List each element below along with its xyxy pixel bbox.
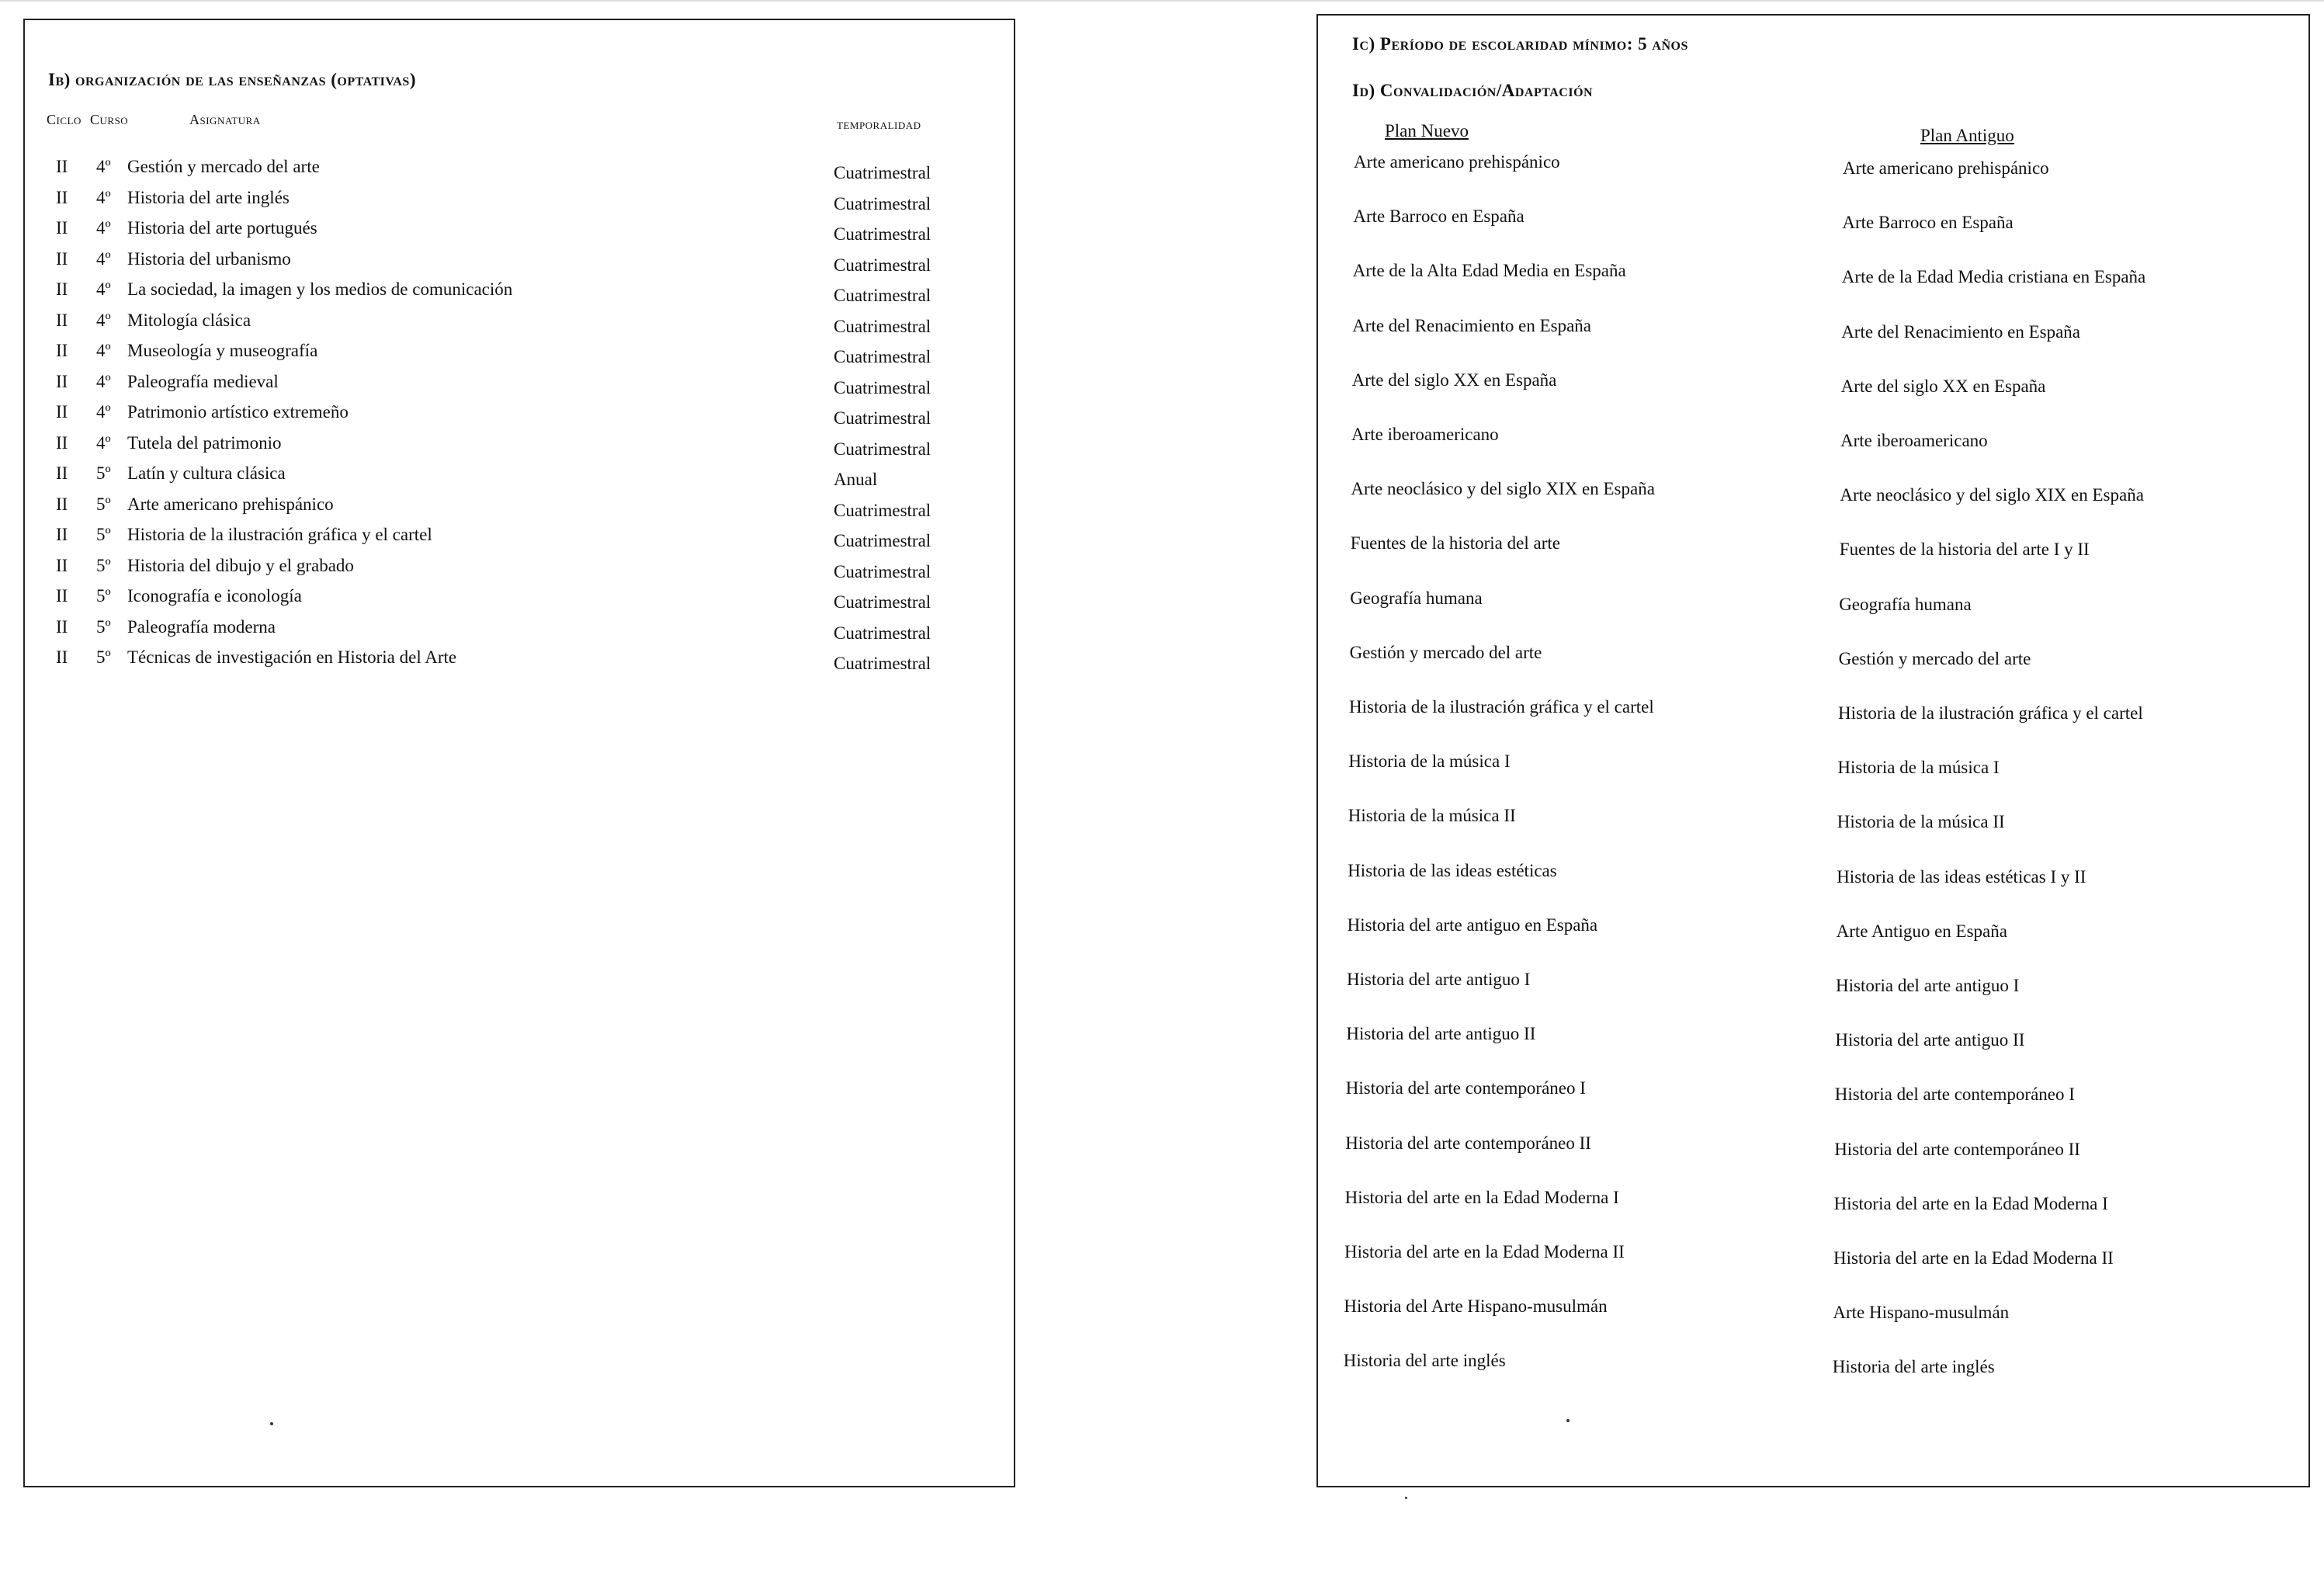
section-heading-ic: Ic) Período de escolaridad mínimo: 5 años	[1352, 34, 1688, 54]
list-item	[1318, 861, 2308, 908]
section-heading-id: Id) Convalidación/Adaptación	[1352, 81, 1594, 100]
table-row	[25, 647, 1014, 678]
list-item	[1318, 643, 2308, 689]
plan-antiguo-cell: Historia del arte antiguo II	[1835, 1030, 2025, 1050]
plan-nuevo-cell: Historia del Arte Hispano-musulmán	[1344, 1296, 1608, 1317]
plan-nuevo-cell: Arte americano prehispánico	[1354, 152, 1560, 172]
plan-antiguo-cell: Arte del Renacimiento en España	[1841, 321, 2081, 342]
cell-curso: 4º	[96, 157, 111, 176]
cell-ciclo: II	[56, 187, 68, 207]
cell-ciclo: II	[56, 279, 68, 299]
plan-nuevo-cell: Historia del arte antiguo en España	[1347, 914, 1598, 935]
cell-temporalidad: Cuatrimestral	[834, 224, 931, 244]
cell-curso: 5º	[96, 616, 111, 637]
plan-nuevo-cell: Historia de la música I	[1348, 751, 1511, 772]
table-row	[25, 218, 1014, 249]
plan-nuevo-cell: Historia de la ilustración gráfica y el cartel	[1349, 697, 1654, 717]
table-row	[25, 617, 1014, 648]
scan-top-edge	[0, 0, 2324, 2]
table-row	[25, 495, 1014, 526]
plan-antiguo-cell: Arte americano prehispánico	[1843, 158, 2049, 178]
table-row	[25, 249, 1014, 280]
table-row	[25, 586, 1014, 617]
cell-temporalidad: Cuatrimestral	[834, 531, 931, 550]
plan-antiguo-header: Plan Antiguo	[1920, 126, 2014, 145]
cell-ciclo: II	[56, 616, 68, 637]
list-item	[1318, 1188, 2308, 1234]
cell-temporalidad: Cuatrimestral	[834, 654, 931, 673]
cell-temporalidad: Anual	[834, 470, 878, 489]
cell-ciclo: II	[56, 463, 68, 483]
list-item	[1318, 1078, 2308, 1125]
list-item	[1318, 370, 2308, 417]
plan-antiguo-cell: Historia del arte en la Edad Moderna II	[1833, 1248, 2114, 1268]
cell-curso: 5º	[96, 555, 111, 575]
list-item	[1318, 915, 2308, 962]
plan-antiguo-cell: Historia del arte inglés	[1832, 1357, 1995, 1377]
cell-temporalidad: Cuatrimestral	[834, 561, 931, 581]
cell-ciclo: II	[56, 157, 68, 176]
plan-antiguo-cell: Arte Hispano-musulmán	[1833, 1303, 2010, 1323]
cell-temporalidad: Cuatrimestral	[834, 623, 931, 643]
cell-temporalidad: Cuatrimestral	[834, 316, 931, 336]
plan-nuevo-cell: Historia de la música II	[1348, 806, 1516, 826]
cell-curso: 4º	[96, 402, 111, 422]
cell-temporalidad: Cuatrimestral	[834, 377, 931, 397]
cell-asignatura: Museología y museografía	[127, 341, 318, 360]
list-item	[1318, 533, 2308, 580]
cell-temporalidad: Cuatrimestral	[834, 592, 931, 612]
cell-curso: 4º	[96, 432, 111, 453]
cell-curso: 5º	[96, 494, 111, 514]
plan-antiguo-cell: Geografía humana	[1839, 594, 1972, 614]
cell-asignatura: Historia del urbanismo	[127, 248, 291, 269]
plan-nuevo-cell: Historia del arte antiguo II	[1346, 1024, 1536, 1044]
col-header-asignatura: Asignatura	[189, 112, 261, 127]
table-row	[25, 311, 1014, 342]
cell-curso: 4º	[96, 248, 111, 269]
cell-ciclo: II	[56, 525, 68, 544]
plan-antiguo-cell: Fuentes de la historia del arte I y II	[1839, 540, 2090, 560]
cell-curso: 4º	[96, 279, 111, 299]
plan-antiguo-cell: Gestión y mercado del arte	[1838, 648, 2031, 668]
cell-temporalidad: Cuatrimestral	[834, 439, 931, 459]
cell-asignatura: Iconografía e iconología	[127, 586, 302, 606]
list-item	[1318, 1296, 2308, 1343]
cell-asignatura: Historia del dibujo y el grabado	[127, 555, 354, 575]
cell-asignatura: Paleografía moderna	[127, 616, 276, 637]
list-item	[1318, 316, 2308, 363]
table-row	[25, 556, 1014, 587]
cell-curso: 4º	[96, 187, 111, 207]
optativas-page	[23, 19, 1015, 1487]
plan-nuevo-cell: Arte neoclásico y del siglo XIX en España	[1351, 479, 1655, 499]
plan-nuevo-cell: Fuentes de la historia del arte	[1350, 533, 1560, 554]
plan-nuevo-cell: Historia del arte contemporáneo II	[1345, 1133, 1591, 1153]
plan-nuevo-cell: Historia de las ideas estéticas	[1348, 860, 1557, 880]
cell-asignatura: Historia de la ilustración gráfica y el cartel	[127, 525, 432, 544]
cell-ciclo: II	[56, 432, 68, 453]
col-header-curso: Curso	[90, 112, 129, 127]
list-item	[1318, 697, 2308, 744]
plan-antiguo-cell: Arte Barroco en España	[1842, 213, 2014, 233]
cell-ciclo: II	[56, 341, 68, 360]
cell-curso: 5º	[96, 647, 111, 667]
plan-antiguo-cell: Arte iberoamericano	[1840, 431, 1988, 450]
list-item	[1318, 751, 2308, 798]
list-item	[1318, 588, 2308, 635]
cell-ciclo: II	[56, 310, 68, 330]
plan-nuevo-cell: Historia del arte en la Edad Moderna II	[1344, 1242, 1625, 1262]
table-row	[25, 279, 1014, 311]
table-row	[25, 402, 1014, 433]
cell-temporalidad: Cuatrimestral	[834, 286, 931, 305]
cell-asignatura: Gestión y mercado del arte	[127, 157, 320, 176]
cell-ciclo: II	[56, 218, 68, 238]
plan-nuevo-cell: Gestión y mercado del arte	[1349, 642, 1542, 662]
list-item	[1318, 806, 2308, 852]
section-heading-ib: Ib) organización de las enseñanzas (optativas)	[48, 70, 416, 89]
cell-curso: 4º	[96, 310, 111, 330]
cell-asignatura: Técnicas de investigación en Historia del Arte	[127, 647, 457, 667]
cell-ciclo: II	[56, 371, 68, 391]
scan-speck	[1566, 1419, 1570, 1422]
cell-temporalidad: Cuatrimestral	[834, 193, 931, 213]
table-row	[25, 463, 1014, 495]
cell-temporalidad: Cuatrimestral	[834, 408, 931, 428]
cell-curso: 4º	[96, 371, 111, 391]
cell-asignatura: Paleografía medieval	[127, 371, 279, 391]
cell-asignatura: Historia del arte inglés	[127, 187, 290, 207]
scan-speck	[270, 1422, 273, 1425]
cell-asignatura: Patrimonio artístico extremeño	[127, 402, 349, 422]
list-item	[1318, 261, 2308, 307]
table-row	[25, 433, 1014, 464]
col-header-ciclo: Ciclo	[47, 112, 82, 127]
list-item	[1318, 206, 2308, 253]
plan-nuevo-cell: Arte iberoamericano	[1351, 425, 1499, 444]
cell-ciclo: II	[56, 647, 68, 667]
list-item	[1318, 1351, 2308, 1397]
cell-ciclo: II	[56, 248, 68, 269]
list-item	[1318, 425, 2308, 471]
table-row	[25, 525, 1014, 556]
cell-ciclo: II	[56, 586, 68, 606]
plan-nuevo-cell: Historia del arte contemporáneo I	[1345, 1078, 1586, 1098]
plan-nuevo-cell: Historia del arte en la Edad Moderna I	[1344, 1187, 1619, 1207]
cell-ciclo: II	[56, 402, 68, 422]
cell-curso: 4º	[96, 218, 111, 238]
table-row	[25, 341, 1014, 372]
table-row	[25, 372, 1014, 403]
plan-nuevo-cell: Arte de la Alta Edad Media en España	[1352, 261, 1626, 281]
col-header-temporalidad: temporalidad	[837, 116, 921, 132]
plan-nuevo-cell: Arte Barroco en España	[1353, 206, 1524, 227]
list-item	[1318, 1024, 2308, 1071]
plan-antiguo-cell: Historia del arte antiguo I	[1836, 976, 2020, 995]
cell-temporalidad: Cuatrimestral	[834, 347, 931, 366]
plan-antiguo-cell: Arte de la Edad Media cristiana en España	[1841, 267, 2146, 287]
cell-ciclo: II	[56, 494, 68, 514]
cell-asignatura: Historia del arte portugués	[127, 218, 317, 238]
plan-antiguo-cell: Arte del siglo XX en España	[1840, 376, 2046, 396]
plan-antiguo-cell: Historia de la música I	[1837, 758, 2000, 778]
list-item	[1318, 1242, 2308, 1289]
plan-nuevo-cell: Arte del siglo XX en España	[1351, 370, 1557, 390]
cell-temporalidad: Cuatrimestral	[834, 163, 931, 182]
plan-antiguo-cell: Historia del arte contemporáneo II	[1834, 1139, 2080, 1159]
plan-antiguo-cell: Historia del arte contemporáneo I	[1834, 1085, 2075, 1105]
cell-asignatura: La sociedad, la imagen y los medios de comunicación	[127, 279, 513, 299]
plan-antiguo-cell: Historia de las ideas estéticas I y II	[1837, 866, 2086, 887]
cell-curso: 5º	[96, 463, 111, 483]
cell-asignatura: Latín y cultura clásica	[127, 463, 286, 483]
cell-temporalidad: Cuatrimestral	[834, 255, 931, 275]
cell-curso: 5º	[96, 525, 111, 544]
list-item	[1318, 970, 2308, 1016]
list-item	[1318, 152, 2308, 199]
plan-nuevo-header: Plan Nuevo	[1385, 121, 1469, 141]
cell-asignatura: Mitología clásica	[127, 310, 251, 330]
cell-ciclo: II	[56, 555, 68, 575]
scan-speck	[1405, 1497, 1407, 1499]
cell-asignatura: Arte americano prehispánico	[127, 494, 334, 514]
plan-nuevo-cell: Historia del arte antiguo I	[1347, 970, 1531, 989]
plan-antiguo-cell: Historia de la música II	[1837, 812, 2005, 832]
cell-asignatura: Tutela del patrimonio	[127, 432, 282, 453]
list-item	[1318, 1133, 2308, 1180]
plan-antiguo-cell: Historia de la ilustración gráfica y el cartel	[1838, 703, 2143, 723]
cell-curso: 5º	[96, 586, 111, 606]
plan-nuevo-cell: Historia del arte inglés	[1343, 1351, 1506, 1371]
plan-antiguo-cell: Arte neoclásico y del siglo XIX en España	[1840, 485, 2144, 505]
table-row	[25, 188, 1014, 219]
table-row	[25, 157, 1014, 188]
cell-temporalidad: Cuatrimestral	[834, 500, 931, 520]
plan-antiguo-cell: Historia del arte en la Edad Moderna I	[1833, 1193, 2108, 1213]
plan-nuevo-cell: Geografía humana	[1350, 588, 1483, 608]
cell-curso: 4º	[96, 341, 111, 360]
convalidacion-page	[1316, 14, 2310, 1487]
list-item	[1318, 479, 2308, 526]
plan-antiguo-cell: Arte Antiguo en España	[1836, 921, 2007, 941]
plan-nuevo-cell: Arte del Renacimiento en España	[1352, 315, 1592, 335]
